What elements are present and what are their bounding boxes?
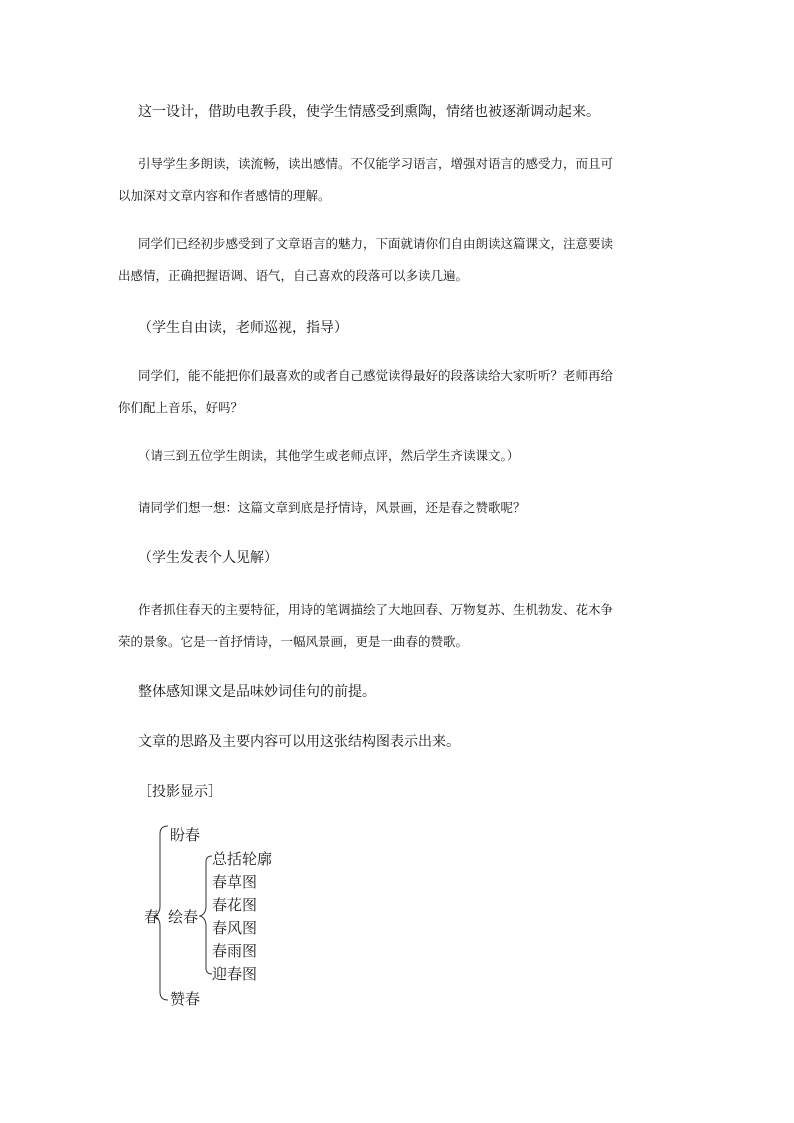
- paragraph-7: 请同学们想一想：这篇文章到底是抒情诗，风景画，还是春之赞歌呢？: [138, 500, 526, 515]
- paragraph-1: 这一设计，借助电教手段，使学生情感受到熏陶，情绪也被逐渐调动起来。: [138, 104, 600, 120]
- paragraph-9: 作者抓住春天的主要特征，用诗的笔调描绘了大地回春、万物复苏、生机勃发、花木争荣的景象。它是一首抒情诗，一幅风景画，更是一曲春的赞歌。: [118, 602, 614, 649]
- paragraph-2: 引导学生多朗读，读流畅，读出感情。不仅能学习语言，增强对语言的感受力，而且可以加深对文章内容和作者感情的理解。: [118, 156, 614, 203]
- tree-leaf-1: 总括轮廓: [212, 850, 273, 868]
- paragraph-3: 同学们已经初步感受到了文章语言的魅力，下面就请你们自由朗读这篇课文，注意要读出感情，正确把握语调、语气，自己喜欢的段落可以多读几遍。: [118, 236, 614, 283]
- tree-root: 春: [144, 908, 160, 926]
- tree-leaf-2: 春草图: [212, 873, 258, 891]
- paragraph-5: 同学们，能不能把你们最喜欢的或者自己感觉读得最好的段落读给大家听听？老师再给你们配上音乐，好吗？: [118, 368, 614, 415]
- tree-node-zanchun: 赞春: [170, 990, 201, 1008]
- paragraph-8: （学生发表个人见解）: [138, 550, 278, 566]
- tree-node-panchun: 盼春: [170, 826, 201, 844]
- paragraph-10: 整体感知课文是品味妙词佳句的前提。: [138, 684, 376, 700]
- paragraph-12: ［投影显示］: [138, 784, 222, 800]
- tree-leaf-4: 春风图: [212, 919, 258, 937]
- tree-leaf-6: 迎春图: [212, 965, 258, 983]
- structure-diagram: [130, 820, 330, 1020]
- paragraph-6: （请三到五位学生朗读，其他学生或老师点评，然后学生齐读课文。）: [138, 448, 520, 463]
- tree-leaf-5: 春雨图: [212, 942, 258, 960]
- paragraph-4: （学生自由读，老师巡视，指导）: [138, 320, 348, 336]
- tree-leaf-3: 春花图: [212, 896, 258, 914]
- paragraph-11: 文章的思路及主要内容可以用这张结构图表示出来。: [138, 734, 460, 750]
- tree-node-huichun: 绘春: [168, 908, 199, 926]
